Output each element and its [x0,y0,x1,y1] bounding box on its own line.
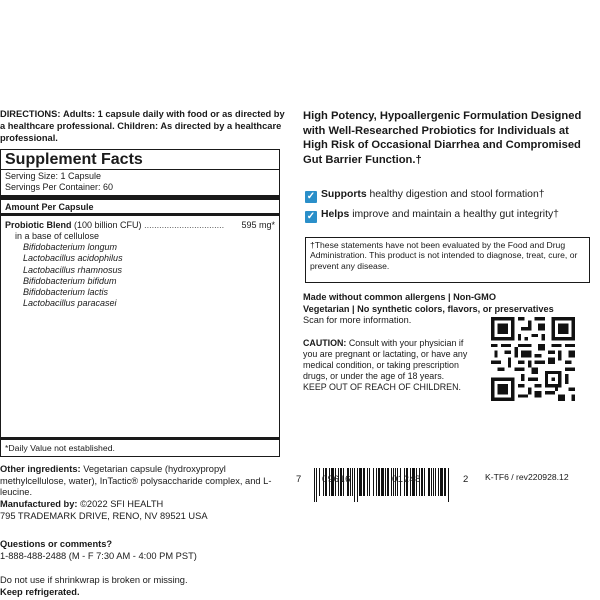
benefit-bold: Supports [321,189,367,200]
checkmark-icon: ✓ [306,211,316,222]
barcode-bar [357,468,358,502]
other-ingredients-text: Vegetarian capsule (hydroxypropyl methylcellulose, water), InTactic® polysaccharide complex, and L-leucine. [0,464,272,498]
barcode-bar [369,468,370,496]
allergen-line1: Made without common allergens | Non-GMO [303,292,496,302]
barcode-bar [435,468,436,496]
barcode-bar [381,468,384,496]
barcode-bar [378,468,380,496]
strain-item: Bifidobacterium lactis [23,287,109,298]
fda-disclaimer: †These statements have not been evaluated by the Food and Drug Administration. This product is not intended to diagnose, treat, cure, or prevent any disease. [305,237,590,283]
phone-number: 1-888-488-2488 (M - F 7:30 AM - 4:00 PM PST) [0,550,197,561]
benefit-bold: Helps [321,209,350,220]
other-ingredients [0,464,290,499]
strain-item: Lactobacillus acidophilus [23,253,123,264]
barcode-bar [438,468,439,496]
barcode-bar [444,468,446,496]
serving-size: Serving Size: 1 Capsule [5,171,102,181]
barcode-left-group: 09616 [322,474,351,485]
manufacturer-text: ©2022 SFI HEALTH [80,499,164,509]
servings-per-container: Servings Per Container: 60 [5,182,114,192]
barcode-bar [448,468,449,502]
blend-amount: 595 mg* [241,220,275,230]
questions-label: Questions or comments? [0,539,113,549]
barcode-bar [431,468,432,496]
barcode-bar [314,468,315,502]
barcode-bar [363,468,365,496]
directions-label: DIRECTIONS: [0,109,61,119]
shrinkwrap-warning: Do not use if shrinkwrap is broken or missing. [0,575,188,585]
warnings [0,575,290,598]
barcode-first-digit: 7 [296,474,302,485]
caution-text: Consult with your physician if you are pregnant or lactating, or have any medical condition, or taking prescription drugs, or under the age of 18 years. [303,338,468,381]
manufacturer-address: 795 TRADEMARK DRIVE, RENO, NV 89521 USA [0,510,208,521]
keep-out-note: KEEP OUT OF REACH OF CHILDREN. [303,382,461,392]
other-ingredients-label: Other ingredients: [0,464,81,474]
directions-text: Adults: 1 capsule daily with food or as directed by a healthcare professional. Children: As directed by a healthcare professional. [0,109,285,143]
probiotic-blend-row [1,216,279,231]
strain-item: Lactobacillus paracasei [23,298,117,309]
barcode-bar [433,468,434,496]
benefit-text: improve and maintain a healthy gut integrity† [352,209,559,220]
checkmark-icon: ✓ [306,191,316,202]
supplement-facts-footer [1,437,279,456]
supplement-facts-panel [0,149,280,457]
allergen-line2: Vegetarian | No synthetic colors, flavors, or preservatives [303,303,554,314]
barcode-bar [352,468,353,496]
strain-item: Lactobacillus rhamnosus [23,264,123,275]
scan-note: Scan for more information. [303,315,412,325]
qr-code[interactable] [491,317,575,401]
barcode-bar [421,468,423,496]
blend-detail: (100 billion CFU) [74,220,142,230]
barcode-bar [359,468,362,496]
manufacturer-label: Manufactured by: [0,499,78,509]
barcode-bar [319,468,320,496]
barcode-bar [373,468,374,496]
barcode-bar [440,468,443,496]
product-code: K-TF6 / rev220928.12 [485,472,569,482]
barcode-bar [354,468,355,502]
barcode-bar [376,468,377,496]
product-headline: High Potency, Hypoallergenic Formulation Designed with Well-Researched Probiotics for Individuals at High Risk of Occasional Diarrhea and Compromised Gut Barrier Function.† [303,110,582,166]
refrigerate-note: Keep refrigerated. [0,586,80,597]
barcode-right-group: 01248 [392,474,421,485]
amount-header: Amount Per Capsule [5,202,94,212]
supplement-facts-title: Supplement Facts [5,151,143,168]
barcode-bar [316,468,317,502]
barcode-bar [428,468,430,496]
manufacturer [0,499,290,522]
questions [0,539,290,562]
barcode-bar [385,468,386,496]
blend-dots: ................................ [144,220,225,230]
barcode-bar [387,468,389,496]
strain-item: Bifidobacterium longum [23,242,118,252]
barcode-bar [424,468,425,496]
benefit-text: healthy digestion and stool formation† [369,189,545,200]
directions [0,109,290,144]
strain-item: Bifidobacterium bifidum [23,275,117,286]
caution-label: CAUTION: [303,338,347,348]
benefit-item [305,188,545,203]
barcode-bar [367,468,368,496]
daily-value-note: *Daily Value not established. [5,443,115,453]
barcode-last-digit: 2 [463,474,469,485]
blend-name: Probiotic Blend [5,220,72,230]
base-note: in a base of cellulose [15,231,100,241]
benefit-item [305,208,559,223]
caution-block [303,338,473,393]
